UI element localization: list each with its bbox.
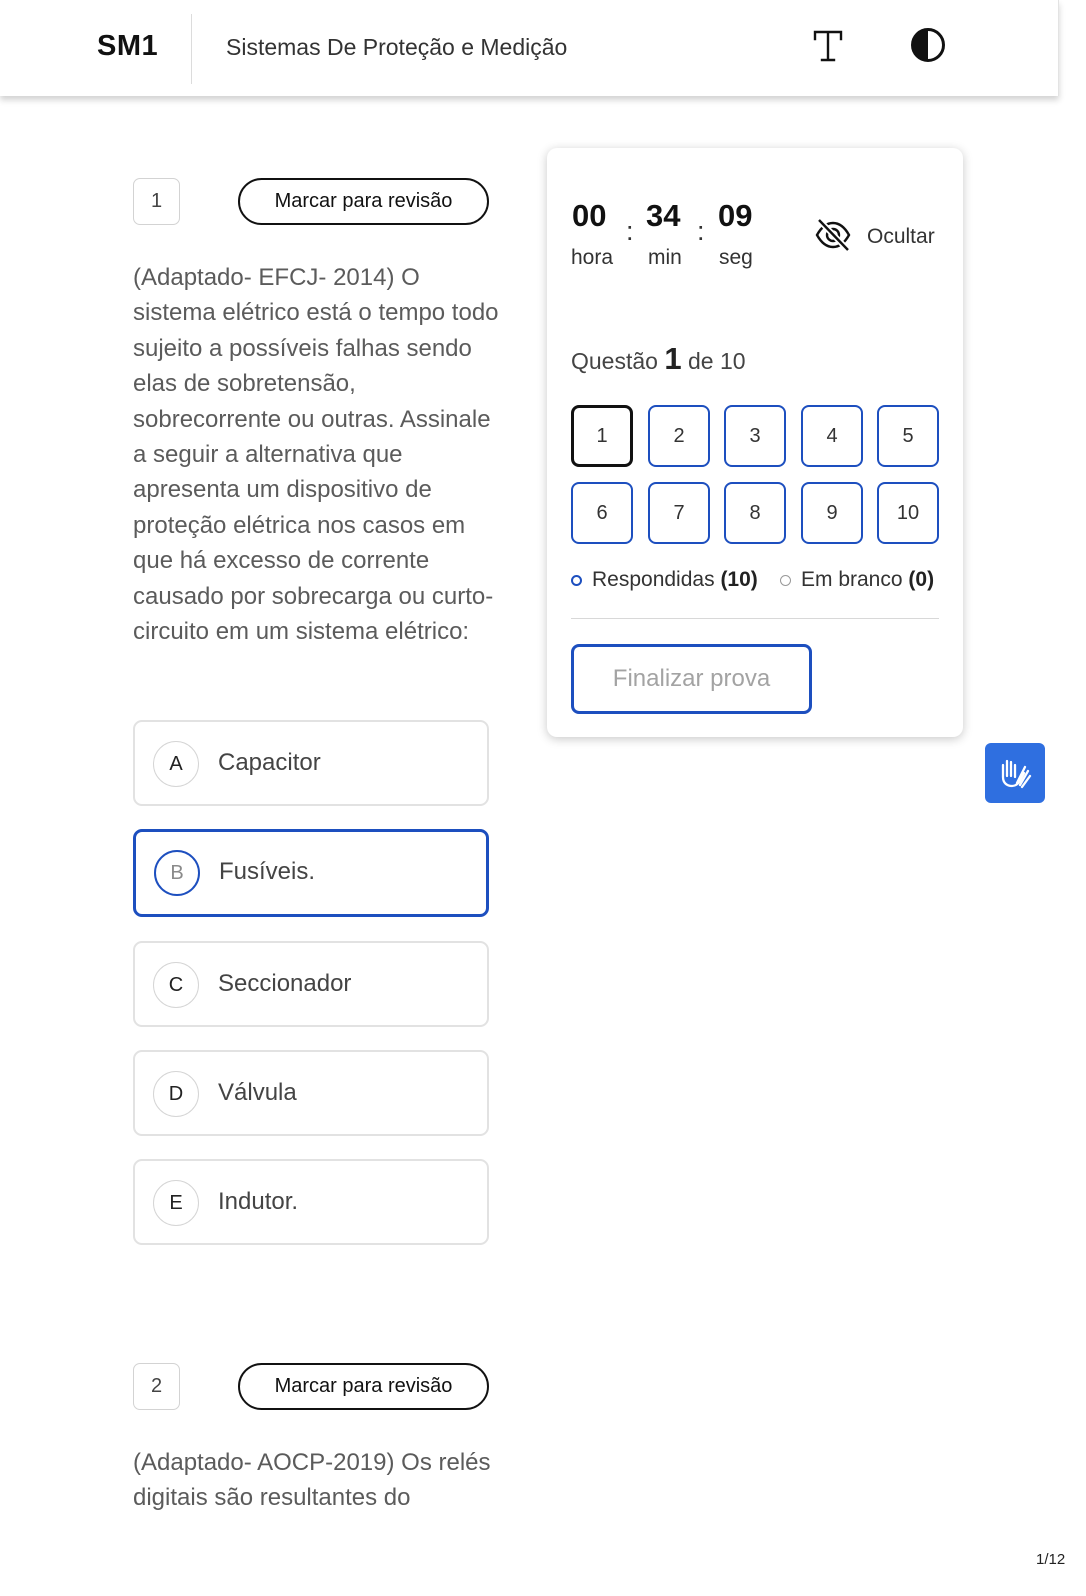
mark-for-review-button-1[interactable]: Marcar para revisão xyxy=(238,178,489,225)
answered-count: (10) xyxy=(720,568,758,591)
option-letter: E xyxy=(153,1180,199,1226)
option-text: Válvula xyxy=(218,1079,297,1106)
option-letter: A xyxy=(153,741,199,787)
timer-hours-label: hora xyxy=(571,246,614,269)
option-a[interactable] xyxy=(133,720,489,806)
app-logo: SM1 xyxy=(97,30,159,62)
header-divider xyxy=(191,14,192,84)
option-letter: B xyxy=(154,850,200,896)
question-progress xyxy=(571,341,746,377)
question-nav-1[interactable]: 1 xyxy=(571,405,633,467)
finish-exam-button[interactable]: Finalizar prova xyxy=(571,644,812,714)
question-number-1: 1 xyxy=(133,178,180,225)
exam-panel xyxy=(547,148,963,737)
timer-separator: : xyxy=(626,216,634,246)
option-b-selected[interactable] xyxy=(133,829,489,917)
question-number-2: 2 xyxy=(133,1363,180,1410)
course-title: Sistemas De Proteção e Medição xyxy=(226,34,568,60)
top-bar xyxy=(0,0,1059,96)
blank-dot-icon xyxy=(780,575,791,586)
question-nav-3[interactable]: 3 xyxy=(724,405,786,467)
font-size-icon[interactable] xyxy=(808,24,848,68)
blank-label: Em branco xyxy=(801,568,903,591)
progress-suffix: de 10 xyxy=(687,348,746,374)
timer-seconds-label: seg xyxy=(719,246,753,269)
progress-prefix: Questão xyxy=(571,348,658,374)
option-e[interactable] xyxy=(133,1159,489,1245)
question-nav-2[interactable]: 2 xyxy=(648,405,710,467)
eye-off-icon[interactable] xyxy=(814,216,852,254)
timer-hours: 00 xyxy=(572,198,607,233)
answered-label: Respondidas xyxy=(592,568,715,591)
question-nav-5[interactable]: 5 xyxy=(877,405,939,467)
question-nav-6[interactable]: 6 xyxy=(571,482,633,544)
option-c[interactable] xyxy=(133,941,489,1027)
question-text-2: (Adaptado- AOCP-2019) Os relés digitais são resultantes do xyxy=(133,1449,491,1512)
question-nav-7[interactable]: 7 xyxy=(648,482,710,544)
timer-seconds: 09 xyxy=(718,198,753,233)
timer-minutes-label: min xyxy=(648,246,682,269)
hide-timer-label[interactable]: Ocultar xyxy=(867,225,935,248)
mark-for-review-button-2[interactable]: Marcar para revisão xyxy=(238,1363,489,1410)
answered-dot-icon xyxy=(571,575,582,586)
question-nav-9[interactable]: 9 xyxy=(801,482,863,544)
option-text: Fusíveis. xyxy=(219,858,316,885)
blank-count: (0) xyxy=(908,568,935,591)
question-nav-10[interactable]: 10 xyxy=(877,482,939,544)
legend-answered xyxy=(592,568,758,592)
question-nav-8[interactable]: 8 xyxy=(724,482,786,544)
option-d[interactable] xyxy=(133,1050,489,1136)
page-counter: 1/12 xyxy=(1036,1551,1066,1568)
sign-language-icon[interactable] xyxy=(985,743,1045,803)
question-nav-4[interactable]: 4 xyxy=(801,405,863,467)
timer-separator: : xyxy=(697,216,705,246)
option-text: Indutor. xyxy=(218,1188,299,1215)
progress-current: 1 xyxy=(664,341,682,376)
option-letter: C xyxy=(153,962,199,1008)
option-text: Capacitor xyxy=(218,749,321,776)
legend-blank xyxy=(801,568,934,592)
option-letter: D xyxy=(153,1071,199,1117)
panel-divider xyxy=(571,618,939,619)
timer-minutes: 34 xyxy=(646,198,681,233)
question-text-1: (Adaptado- EFCJ- 2014) O sistema elétrico está o tempo todo sujeito a possíveis falhas sendo elas de sobretensão, sobrecorrente ou outras. Assinale a seguir a alternativa que apresenta um dispositivo de proteção elétrica nos casos em que há excesso de corrente causado por sobrecarga ou curto-circuito em um sistema elétrico: xyxy=(133,264,499,646)
option-text: Seccionador xyxy=(218,970,352,997)
contrast-icon[interactable] xyxy=(909,26,947,64)
